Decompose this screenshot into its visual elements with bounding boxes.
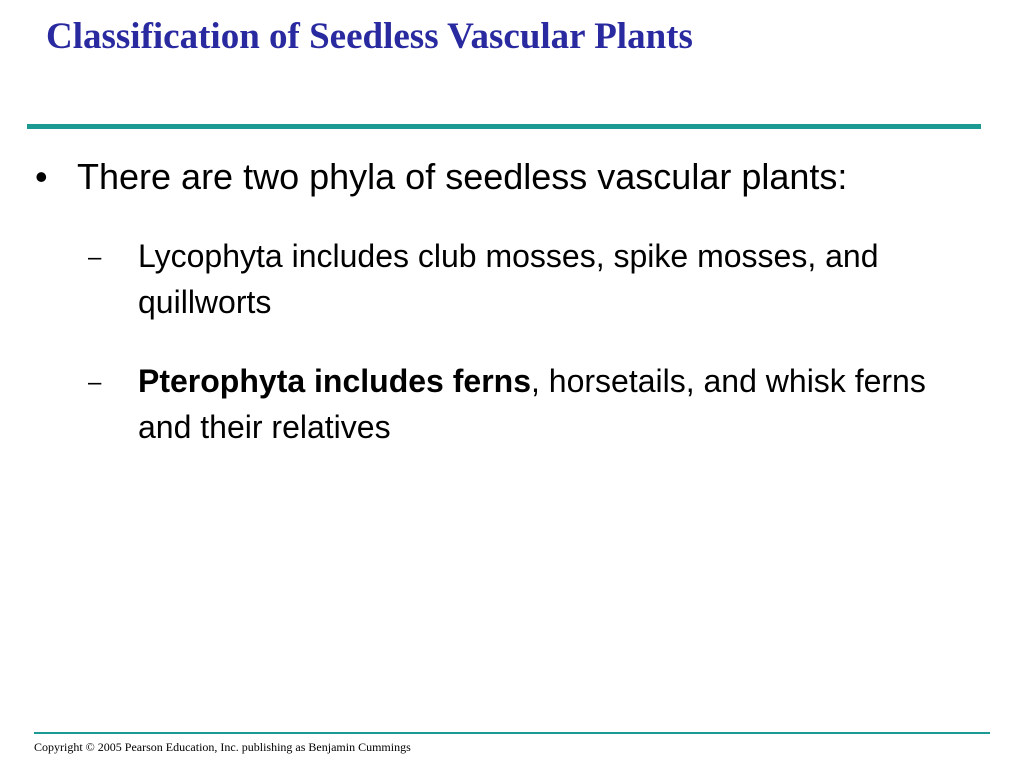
slide-title: Classification of Seedless Vascular Plants: [46, 16, 693, 57]
sub-bullet-marker: –: [88, 369, 102, 396]
sub-bullet-text-container: [138, 358, 948, 450]
copyright-footer: Copyright © 2005 Pearson Education, Inc. publishing as Benjamin Cummings: [34, 740, 411, 754]
footer-divider: [34, 732, 990, 734]
sub-bullet-item: [88, 358, 948, 450]
title-divider: [27, 124, 981, 129]
sub-bullet-text: , horsetails, and whisk ferns and their relatives: [138, 363, 926, 445]
sub-bullet-marker: –: [88, 244, 102, 271]
sub-bullet-text: Lycophyta includes club mosses, spike mosses, and quillworts: [138, 238, 879, 320]
bullet-item: [33, 155, 983, 199]
sub-bullet-item: [88, 233, 948, 325]
bullet-marker: •: [35, 156, 48, 197]
sub-bullet-bold-text: Pterophyta includes ferns: [138, 363, 531, 399]
bullet-text: There are two phyla of seedless vascular plants:: [77, 156, 848, 197]
